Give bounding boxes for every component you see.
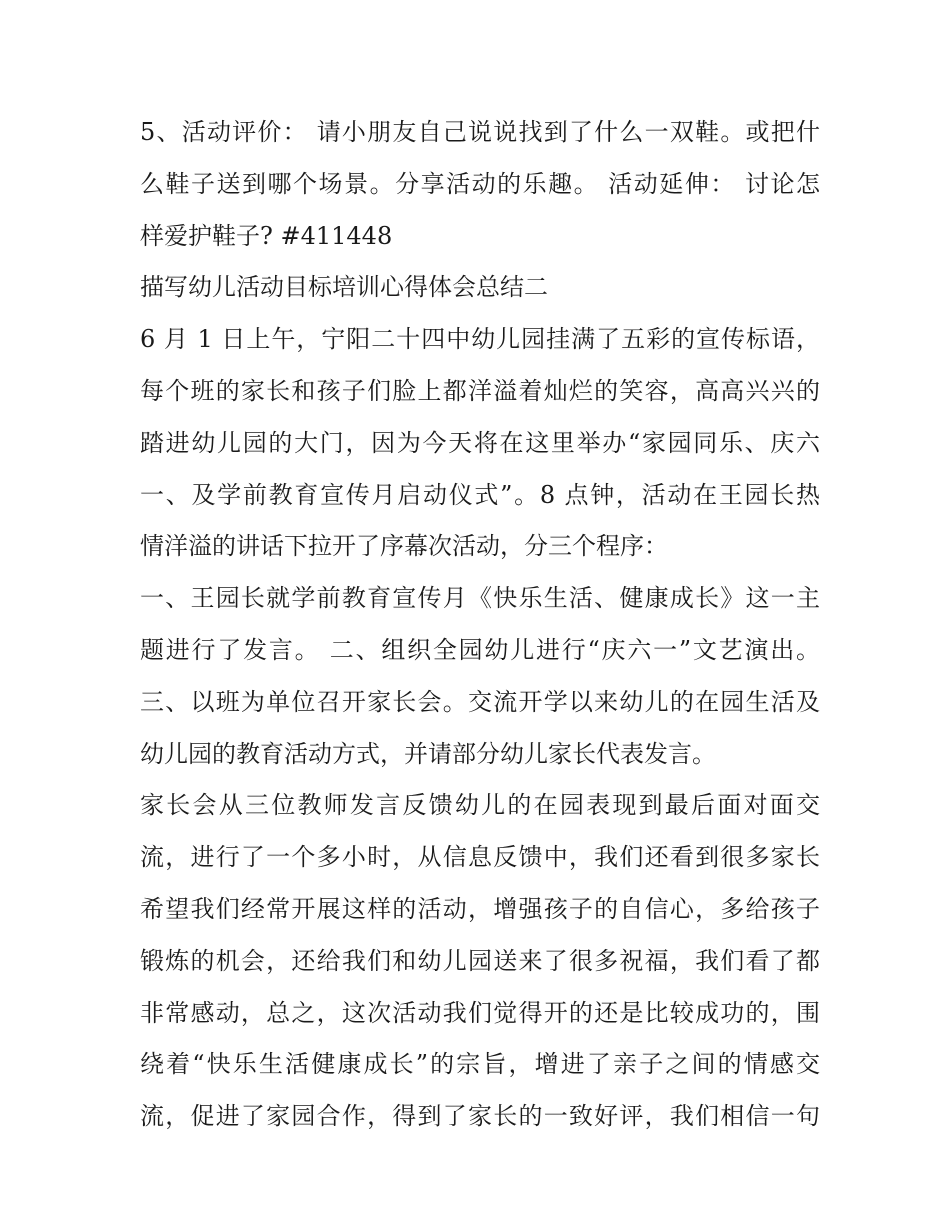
text-line: 锻炼的机会，还给我们和幼儿园送来了很多祝福，我们看了都 <box>140 946 820 975</box>
text-line: 踏进幼儿园的大门，因为今天将在这里举办“家园同乐、庆六 <box>140 428 820 457</box>
text-line: 么鞋子送到哪个场景。分享活动的乐趣。 活动延伸： 讨论怎 <box>140 169 820 198</box>
text-line: 流，促进了家园合作，得到了家长的一致好评，我们相信一句 <box>140 1102 820 1131</box>
text-line: 绕着“快乐生活健康成长”的宗旨，增进了亲子之间的情感交 <box>140 1050 820 1079</box>
text-line: 三、以班为单位召开家长会。交流开学以来幼儿的在园生活及 <box>140 687 820 716</box>
text-line: 6 月 1 日上午，宁阳二十四中幼儿园挂满了五彩的宣传标语， <box>140 325 820 354</box>
text-line: 样爱护鞋子? #411448 <box>140 221 393 250</box>
text-line: 非常感动，总之，这次活动我们觉得开的还是比较成功的，围 <box>140 998 820 1027</box>
text-line: 题进行了发言。 二、组织全园幼儿进行“庆六一”文艺演出。 <box>140 635 820 664</box>
text-line: 家长会从三位教师发言反馈幼儿的在园表现到最后面对面交 <box>140 791 820 820</box>
text-line: 情洋溢的讲话下拉开了序幕次活动，分三个程序： <box>140 532 668 561</box>
text-line: 描写幼儿活动目标培训心得体会总结二 <box>140 273 548 302</box>
text-line: 5、活动评价： 请小朋友自己说说找到了什么一双鞋。或把什 <box>140 118 820 146</box>
text-line: 希望我们经常开展这样的活动，增强孩子的自信心，多给孩子 <box>140 894 820 923</box>
document-body <box>140 107 820 1143</box>
text-line: 幼儿园的教育活动方式，并请部分幼儿家长代表发言。 <box>140 739 716 768</box>
text-line: 一、王园长就学前教育宣传月《快乐生活、健康成长》这一主 <box>140 584 820 613</box>
text-line: 每个班的家长和孩子们脸上都洋溢着灿烂的笑容，高高兴兴的 <box>140 376 820 405</box>
text-line: 流，进行了一个多小时，从信息反馈中，我们还看到很多家长 <box>140 843 820 872</box>
text-line: 一、及学前教育宣传月启动仪式”。8 点钟，活动在王园长热 <box>140 480 820 509</box>
